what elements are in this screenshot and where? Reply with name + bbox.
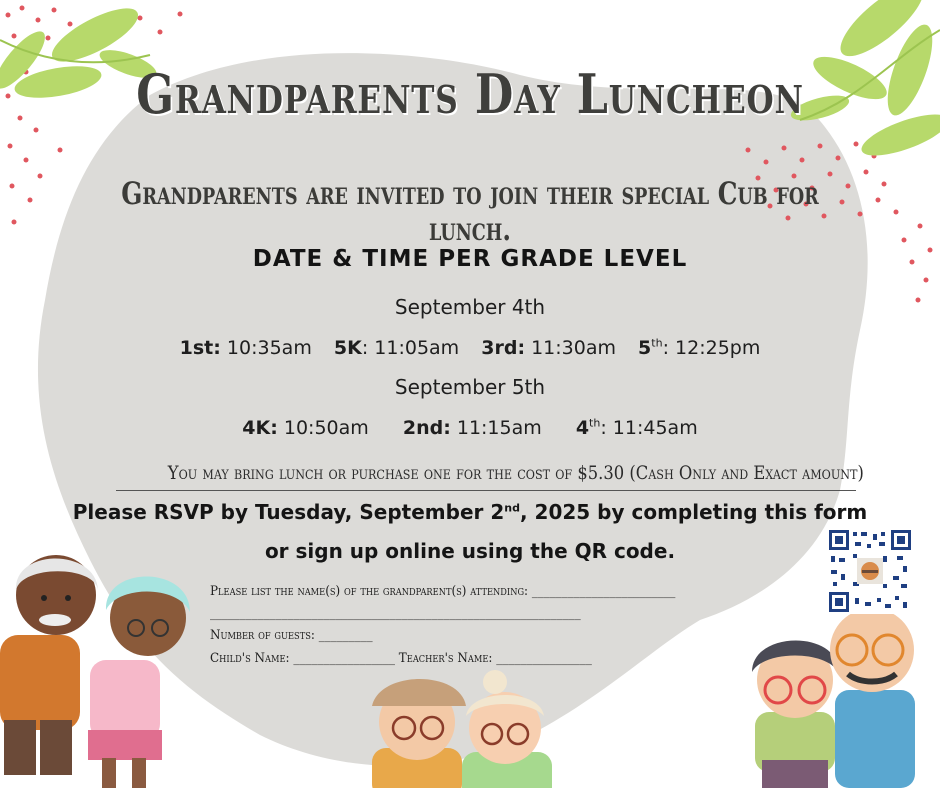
flyer-title: Grandparents Day Luncheon <box>136 62 804 126</box>
grandparents-names-field[interactable]: Please list the name(s) of the grandparent(s) attending: ________________________ <box>210 584 676 599</box>
child-teacher-fields[interactable]: Child's Name: _________________ Teacher's Name: ________________ <box>210 651 592 666</box>
guest-count-field[interactable]: Number of guests: _________ <box>210 628 373 643</box>
rsvp-line-1: Please RSVP by Tuesday, September 2nd, 2025 by completing this form <box>72 500 868 524</box>
grandparents-couple-left <box>0 555 190 788</box>
time-slot: 5K: 11:05am <box>333 337 460 359</box>
qr-code-icon[interactable] <box>827 528 913 614</box>
time-slot: 5th: 12:25pm <box>638 336 761 359</box>
day1-times <box>0 337 940 359</box>
flyer-subtitle: Grandparents are invited to join their special Cub for lunch. <box>121 176 819 248</box>
day2-times <box>0 417 940 439</box>
rsvp-line-2: or sign up online using the QR code. <box>264 539 676 563</box>
time-slot: 4K: 10:50am <box>242 417 369 439</box>
lunch-cost-note: You may bring lunch or purchase one for the cost of $5.30 (Cash Only and Exact amount) <box>167 462 864 484</box>
grandparents-names-field-line2[interactable]: ______________________________________________________________ <box>210 606 581 621</box>
schedule-heading: DATE & TIME PER GRADE LEVEL <box>252 246 688 272</box>
time-slot: 3rd: 11:30am <box>481 337 616 359</box>
time-slot: 2nd: 11:15am <box>402 417 542 439</box>
time-slot: 4th: 11:45am <box>575 416 698 439</box>
day2-date: September 5th <box>394 375 546 399</box>
day1-date: September 4th <box>394 295 546 319</box>
divider <box>116 490 856 491</box>
time-slot: 1st: 10:35am <box>179 337 312 359</box>
grandparents-couple-right <box>752 608 915 788</box>
